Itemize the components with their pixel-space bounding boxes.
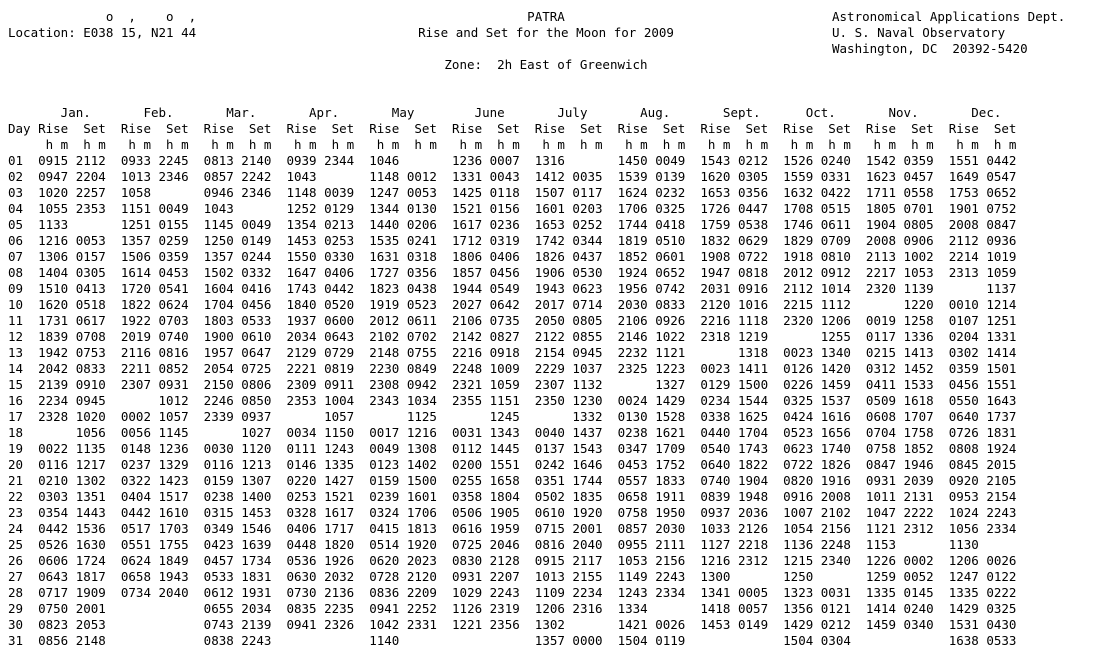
table-row: 15 2139 0910 2307 0931 2150 0806 2309 0911 2308 0942 2321 1059 2307 1132 1327 0129 1500 0226 1459 0411 1533 0456 1551 (8, 377, 1017, 392)
table-row: 02 0947 2204 1013 2346 0857 2242 1043 1148 0012 1331 0043 1412 0035 1539 0139 1620 0305 1559 0331 1623 0457 1649 0547 (8, 169, 1017, 184)
time-zone-line: Zone: 2h East of Greenwich (444, 57, 648, 72)
table-row: 22 0303 1351 0404 1517 0238 1400 0253 1521 0239 1601 0358 1804 0502 1835 0658 1911 0839 1948 0916 2008 1011 2131 0953 2154 (8, 489, 1017, 504)
table-row: 31 0856 2148 0838 2243 1140 1357 0000 1504 0119 1504 0304 1638 0533 (8, 633, 1017, 648)
table-row: 28 0717 1909 0734 2040 0612 1931 0730 2136 0836 2209 1029 2243 1109 2234 1243 2334 1341 0005 1323 0031 1335 0145 1335 0222 (8, 585, 1017, 600)
location-header (8, 9, 196, 41)
table-row: 10 1620 0518 1822 0624 1704 0456 1840 0520 1919 0523 2027 0642 2017 0714 2030 0833 2120 1016 2215 1112 1220 0010 1214 (8, 297, 1017, 312)
moon-rise-set-table (8, 105, 1016, 649)
table-row: 25 0526 1630 0551 1755 0423 1639 0448 1820 0514 1920 0725 2046 0816 2040 0955 2111 1127 2218 1136 2248 1153 1130 (8, 537, 979, 552)
table-row: 11 1731 0617 1922 0703 1803 0533 1937 0600 2012 0611 2106 0735 2050 0805 2106 0926 2216 1118 2320 1206 0019 1258 0107 1251 (8, 313, 1017, 328)
rise-set-header-row: Day Rise Set Rise Set Rise Set Rise Set Rise Set Rise Set Rise Set Rise Set Rise Set Rise Set Rise Set Rise Set (8, 121, 1017, 136)
table-row: 14 2042 0833 2211 0852 2054 0725 2221 0819 2230 0849 2248 1009 2229 1037 2325 1223 0023 1411 0126 1420 0312 1452 0359 1501 (8, 361, 1017, 376)
table-row: 06 1216 0053 1357 0259 1250 0149 1453 0253 1535 0241 1712 0319 1742 0344 1819 0510 1832 0629 1829 0709 2008 0906 2112 0936 (8, 233, 1017, 248)
table-row: 01 0915 2112 0933 2245 0813 2140 0939 2344 1046 1236 0007 1316 1450 0049 1543 0212 1526 0240 1542 0359 1551 0442 (8, 153, 1017, 168)
table-row: 03 1020 2257 1058 0946 2346 1148 0039 1247 0053 1425 0118 1507 0117 1624 0232 1653 0356 1632 0422 1711 0558 1753 0652 (8, 185, 1017, 200)
table-row: 26 0606 1724 0624 1849 0457 1734 0536 1926 0620 2023 0830 2128 0915 2117 1053 2156 1216 2312 1215 2340 1226 0002 1206 0026 (8, 553, 1017, 568)
table-row: 30 0823 2053 0743 2139 0941 2326 1042 2331 1221 2356 1302 1421 0026 1453 0149 1429 0212 1459 0340 1531 0430 (8, 617, 1017, 632)
observatory-line: U. S. Naval Observatory (832, 25, 1006, 40)
table-row: 17 2328 1020 0002 1057 2339 0937 1057 1125 1245 1332 0130 1528 0338 1625 0424 1616 0608 1707 0640 1737 (8, 409, 1017, 424)
table-row: 16 2234 0945 1012 2246 0850 2353 1004 2343 1034 2355 1151 2350 1230 0024 1429 0234 1544 0325 1537 0509 1618 0550 1643 (8, 393, 1017, 408)
table-row: 19 0022 1135 0148 1236 0030 1120 0111 1243 0049 1308 0112 1445 0137 1543 0347 1709 0540 1743 0623 1740 0758 1852 0808 1924 (8, 441, 1017, 456)
table-row: 21 0210 1302 0322 1423 0159 1307 0220 1427 0159 1500 0255 1658 0351 1744 0557 1833 0740 1904 0820 1916 0931 2039 0920 2105 (8, 473, 1017, 488)
table-row: 08 1404 0305 1614 0453 1502 0332 1647 0406 1727 0356 1857 0456 1906 0530 1924 0652 1947 0818 2012 0912 2217 1053 2313 1059 (8, 265, 1017, 280)
month-header-row: Jan. Feb. Mar. Apr. May June July Aug. Sept. Oct. Nov. Dec. (8, 105, 1002, 120)
units-header-row: h m h m h m h m h m h m h m h m h m h m h m h m h m h m h m h m h m h m h m h m h m h m h m h m (8, 137, 1017, 152)
table-row: 04 1055 2353 1151 0049 1043 1252 0129 1344 0130 1521 0156 1601 0203 1706 0325 1726 0447 1708 0515 1805 0701 1901 0752 (8, 201, 1017, 216)
table-row: 13 1942 0753 2116 0816 1957 0647 2129 0729 2148 0755 2216 0918 2154 0945 2232 1121 1318 0023 1340 0215 1413 0302 1414 (8, 345, 1017, 360)
table-row: 29 0750 2001 0655 2034 0835 2235 0941 2252 1126 2319 1206 2316 1334 1418 0057 1356 0121 1414 0240 1429 0325 (8, 601, 1017, 616)
table-row: 20 0116 1217 0237 1329 0116 1213 0146 1335 0123 1402 0200 1551 0242 1646 0453 1752 0640 1822 0722 1826 0847 1946 0845 2015 (8, 457, 1017, 472)
table-row: 07 1306 0157 1506 0359 1357 0244 1550 0330 1631 0318 1806 0406 1826 0437 1852 0601 1908 0722 1918 0810 2113 1002 2214 1019 (8, 249, 1017, 264)
table-row: 18 1056 0056 1145 1027 0034 1150 0017 1216 0031 1343 0040 1437 0238 1621 0440 1704 0523 1656 0704 1758 0726 1831 (8, 425, 1017, 440)
title-header (300, 9, 792, 41)
table-row: 05 1133 1251 0155 1145 0049 1354 0213 1440 0206 1617 0236 1653 0252 1744 0418 1759 0538 1746 0611 1904 0805 2008 0847 (8, 217, 1017, 232)
page-title: Rise and Set for the Moon for 2009 (418, 25, 674, 40)
institution-header (832, 9, 1065, 57)
table-row: 09 1510 0413 1720 0541 1604 0416 1743 0442 1823 0438 1944 0549 1943 0623 1956 0742 2031 0916 2112 1014 2320 1139 1137 (8, 281, 1017, 296)
table-row: 12 1839 0708 2019 0740 1900 0610 2034 0643 2102 0702 2142 0827 2122 0855 2146 1022 2318 1219 1255 0117 1336 0204 1331 (8, 329, 1017, 344)
table-row: 24 0442 1536 0517 1703 0349 1546 0406 1717 0415 1813 0616 1959 0715 2001 0857 2030 1033 2126 1054 2156 1121 2312 1056 2334 (8, 521, 1017, 536)
place-name: PATRA (527, 9, 565, 24)
department-line: Astronomical Applications Dept. (832, 9, 1066, 24)
location-line: Location: E038 15, N21 44 (8, 25, 197, 40)
degree-markers: o , o , (8, 9, 197, 24)
table-row: 23 0354 1443 0442 1610 0315 1453 0328 1617 0324 1706 0506 1905 0610 1920 0758 1950 0937 2036 1007 2102 1047 2222 1024 2243 (8, 505, 1017, 520)
table-row: 27 0643 1817 0658 1943 0533 1831 0630 2032 0728 2120 0931 2207 1013 2155 1149 2243 1300 1250 1259 0052 1247 0122 (8, 569, 1017, 584)
address-line: Washington, DC 20392-5420 (832, 41, 1028, 56)
